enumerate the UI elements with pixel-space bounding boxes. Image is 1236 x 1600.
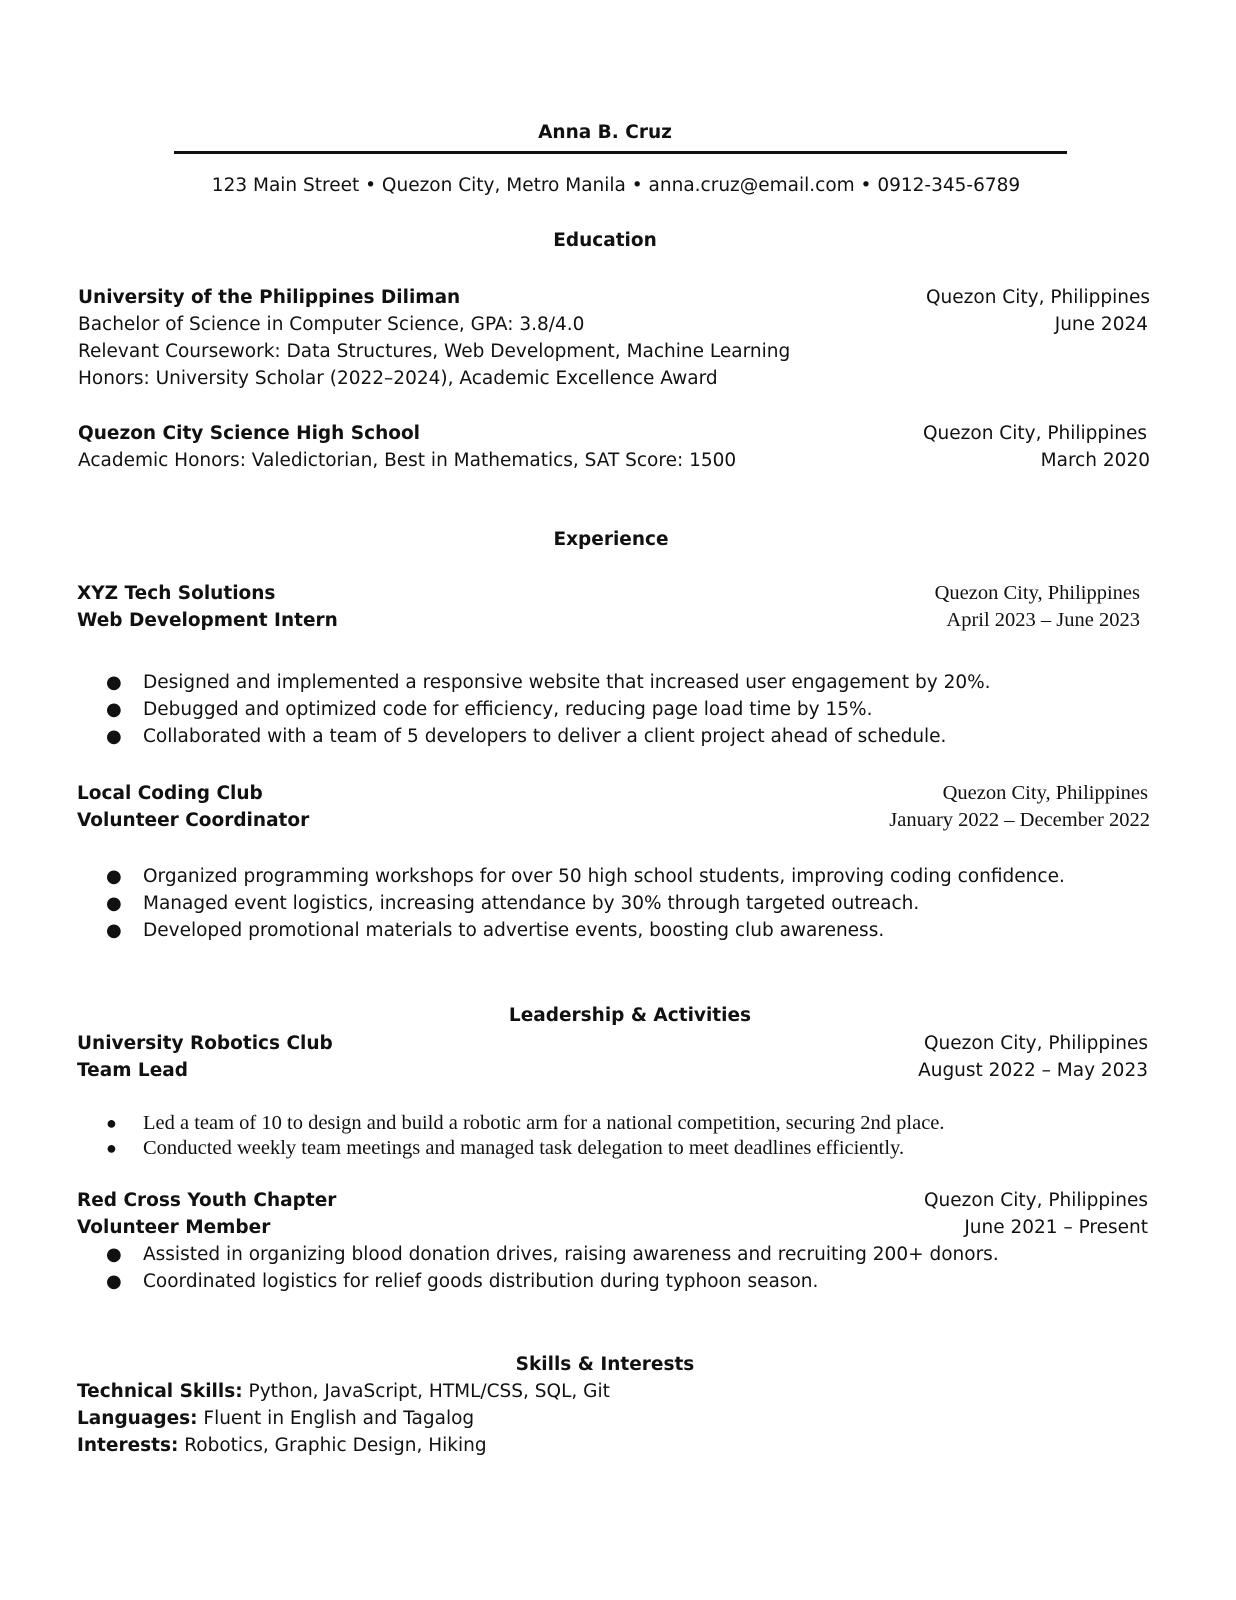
bullet-icon: ● [106, 1244, 122, 1265]
leadership-role: Team Lead [77, 1060, 188, 1081]
leadership-role: Volunteer Member [77, 1217, 271, 1238]
bullet-icon: ● [106, 893, 122, 914]
skills-label: Technical Skills: [77, 1381, 243, 1402]
education-school: University of the Philippines Diliman [78, 287, 461, 308]
skills-languages [77, 1405, 474, 1432]
bullet-icon: ● [106, 699, 122, 720]
education-school: Quezon City Science High School [78, 423, 420, 444]
bullet-icon: ● [106, 920, 122, 941]
skills-label: Interests: [77, 1435, 179, 1456]
list-item: ● Conducted weekly team meetings and managed task delegation to meet deadlines efficiently. [106, 1137, 905, 1159]
list-item: ● Collaborated with a team of 5 developers to deliver a client project ahead of schedule. [106, 723, 991, 750]
section-title-skills: Skills & Interests [515, 1354, 695, 1375]
skills-value: Fluent in English and Tagalog [197, 1408, 475, 1429]
education-degree: Bachelor of Science in Computer Science, GPA: 3.8/4.0 [78, 314, 585, 335]
list-item: ● Debugged and optimized code for efficiency, reducing page load time by 15%. [106, 696, 991, 723]
education-coursework: Relevant Coursework: Data Structures, Web Development, Machine Learning [78, 341, 791, 362]
header-divider [174, 151, 1067, 154]
list-item: ● Developed promotional materials to advertise events, boosting club awareness. [106, 917, 1065, 944]
education-honors: Honors: University Scholar (2022–2024), Academic Excellence Award [78, 368, 718, 389]
leadership-date: June 2021 – Present [964, 1217, 1148, 1238]
contact-line: 123 Main Street • Quezon City, Metro Manila • anna.cruz@email.com • 0912-345-6789 [211, 175, 1021, 196]
skills-label: Languages: [77, 1408, 198, 1429]
skills-value: Robotics, Graphic Design, Hiking [178, 1435, 487, 1456]
bullet-icon: ● [106, 1271, 122, 1292]
bullet-icon: ● [106, 866, 122, 887]
bullet-icon: ● [106, 1113, 117, 1133]
leadership-org: Red Cross Youth Chapter [77, 1190, 337, 1211]
experience-bullets [106, 669, 991, 750]
candidate-name: Anna B. Cruz [538, 122, 672, 143]
leadership-org: University Robotics Club [77, 1033, 333, 1054]
leadership-date: August 2022 – May 2023 [918, 1060, 1148, 1081]
experience-date: April 2023 – June 2023 [946, 609, 1140, 631]
leadership-bullets [106, 1111, 945, 1161]
skills-value: Python, JavaScript, HTML/CSS, SQL, Git [242, 1381, 610, 1402]
list-item: ● Assisted in organizing blood donation drives, raising awareness and recruiting 200+ donors. [106, 1241, 999, 1268]
education-location: Quezon City, Philippines [923, 423, 1147, 444]
list-item: ● Led a team of 10 to design and build a robotic arm for a national competition, securing 2nd place. [106, 1112, 945, 1134]
section-title-experience: Experience [553, 529, 669, 550]
experience-bullets [106, 863, 1065, 944]
section-title-education: Education [553, 230, 657, 251]
education-date: June 2024 [1054, 314, 1148, 335]
list-item: ● Managed event logistics, increasing attendance by 30% through targeted outreach. [106, 890, 1065, 917]
leadership-location: Quezon City, Philippines [924, 1190, 1148, 1211]
bullet-icon: ● [106, 1138, 117, 1158]
experience-role: Volunteer Coordinator [77, 810, 310, 831]
leadership-bullets [106, 1241, 999, 1295]
education-location: Quezon City, Philippines [926, 287, 1150, 308]
list-item: ● Designed and implemented a responsive website that increased user engagement by 20%. [106, 669, 991, 696]
experience-location: Quezon City, Philippines [934, 582, 1140, 604]
education-date: March 2020 [1040, 450, 1150, 471]
experience-role: Web Development Intern [77, 610, 338, 631]
skills-technical [77, 1378, 610, 1405]
bullet-icon: ● [106, 672, 122, 693]
list-item: ● Organized programming workshops for over 50 high school students, improving coding confidence. [106, 863, 1065, 890]
skills-interests [77, 1432, 487, 1459]
experience-org: XYZ Tech Solutions [77, 583, 276, 604]
experience-org: Local Coding Club [77, 783, 263, 804]
education-honors: Academic Honors: Valedictorian, Best in Mathematics, SAT Score: 1500 [78, 450, 737, 471]
bullet-icon: ● [106, 726, 122, 747]
list-item: ● Coordinated logistics for relief goods distribution during typhoon season. [106, 1268, 999, 1295]
leadership-location: Quezon City, Philippines [924, 1033, 1148, 1054]
section-title-leadership: Leadership & Activities [508, 1005, 752, 1026]
experience-date: January 2022 – December 2022 [889, 809, 1150, 831]
experience-location: Quezon City, Philippines [942, 782, 1148, 804]
